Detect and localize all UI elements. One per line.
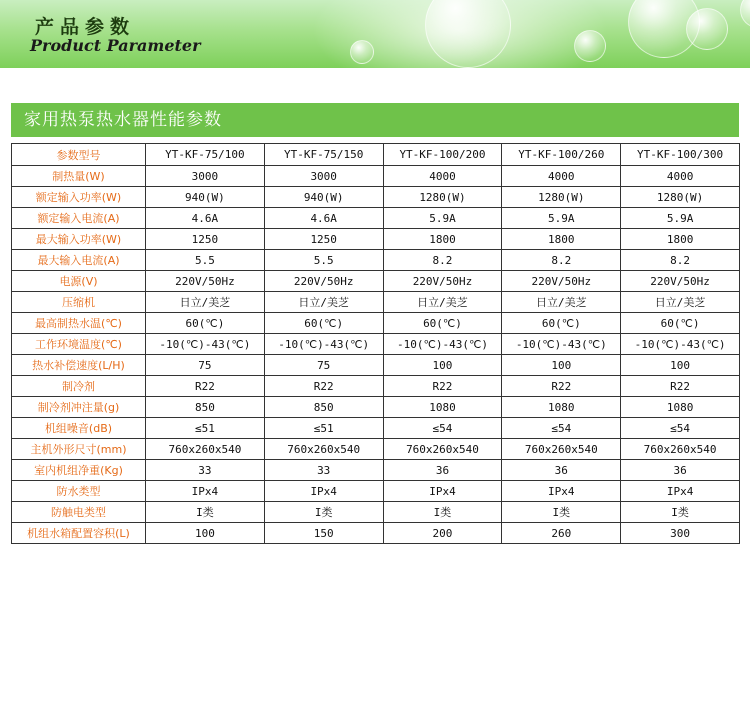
value-cell: 1280(W) xyxy=(383,187,502,208)
bubble-decoration xyxy=(686,8,728,50)
bubble-decoration xyxy=(350,40,374,64)
value-cell: 200 xyxy=(383,523,502,544)
table-row xyxy=(12,460,740,481)
value-cell: 33 xyxy=(146,460,265,481)
row-label: 电源(V) xyxy=(12,271,146,292)
bubble-decoration xyxy=(574,30,606,62)
table-row xyxy=(12,271,740,292)
value-cell: 日立/美芝 xyxy=(621,292,740,313)
value-cell: 3000 xyxy=(264,166,383,187)
row-label: 主机外形尺寸(mm) xyxy=(12,439,146,460)
value-cell: IPx4 xyxy=(146,481,265,502)
value-cell: 1080 xyxy=(383,397,502,418)
value-cell: 1250 xyxy=(146,229,265,250)
row-label: 工作环境温度(℃) xyxy=(12,334,146,355)
table-row xyxy=(12,292,740,313)
table-row xyxy=(12,418,740,439)
banner-title-en: Product Parameter xyxy=(30,36,201,55)
row-label: 最高制热水温(℃) xyxy=(12,313,146,334)
value-cell: 5.9A xyxy=(383,208,502,229)
table-row xyxy=(12,376,740,397)
value-cell: 60(℃) xyxy=(621,313,740,334)
value-cell: 60(℃) xyxy=(264,313,383,334)
value-cell: 33 xyxy=(264,460,383,481)
value-cell: -10(℃)-43(℃) xyxy=(383,334,502,355)
value-cell: 日立/美芝 xyxy=(502,292,621,313)
value-cell: 1280(W) xyxy=(502,187,621,208)
value-cell: 1080 xyxy=(621,397,740,418)
value-cell: 36 xyxy=(502,460,621,481)
value-cell: I类 xyxy=(621,502,740,523)
row-label: 额定输入功率(W) xyxy=(12,187,146,208)
value-cell: 4000 xyxy=(383,166,502,187)
value-cell: 75 xyxy=(146,355,265,376)
row-label: 最大输入电流(A) xyxy=(12,250,146,271)
value-cell: 60(℃) xyxy=(502,313,621,334)
row-label: 机组噪音(dB) xyxy=(12,418,146,439)
value-cell: IPx4 xyxy=(502,481,621,502)
value-cell: 1250 xyxy=(264,229,383,250)
value-cell: -10(℃)-43(℃) xyxy=(146,334,265,355)
value-cell: 100 xyxy=(146,523,265,544)
row-label: 额定输入电流(A) xyxy=(12,208,146,229)
value-cell: 220V/50Hz xyxy=(264,271,383,292)
header-cell-model: YT-KF-100/300 xyxy=(621,144,740,166)
row-label: 制冷剂冲注量(g) xyxy=(12,397,146,418)
value-cell: 36 xyxy=(621,460,740,481)
row-label: 防触电类型 xyxy=(12,502,146,523)
header-cell-model: YT-KF-75/150 xyxy=(264,144,383,166)
table-row xyxy=(12,397,740,418)
table-header-row xyxy=(12,144,740,166)
value-cell: 日立/美芝 xyxy=(383,292,502,313)
value-cell: 1800 xyxy=(383,229,502,250)
table-row xyxy=(12,502,740,523)
value-cell: 940(W) xyxy=(264,187,383,208)
value-cell: 1280(W) xyxy=(621,187,740,208)
value-cell: 日立/美芝 xyxy=(264,292,383,313)
value-cell: 4.6A xyxy=(264,208,383,229)
value-cell: 1080 xyxy=(502,397,621,418)
value-cell: 4.6A xyxy=(146,208,265,229)
value-cell: -10(℃)-43(℃) xyxy=(621,334,740,355)
value-cell: 760x260x540 xyxy=(621,439,740,460)
value-cell: R22 xyxy=(502,376,621,397)
value-cell: 4000 xyxy=(621,166,740,187)
value-cell: IPx4 xyxy=(383,481,502,502)
table-row xyxy=(12,208,740,229)
value-cell: -10(℃)-43(℃) xyxy=(264,334,383,355)
row-label: 制热量(W) xyxy=(12,166,146,187)
value-cell: 220V/50Hz xyxy=(146,271,265,292)
value-cell: 100 xyxy=(502,355,621,376)
value-cell: R22 xyxy=(621,376,740,397)
value-cell: 100 xyxy=(383,355,502,376)
table-row xyxy=(12,523,740,544)
table-row xyxy=(12,229,740,250)
value-cell: 760x260x540 xyxy=(146,439,265,460)
table-row xyxy=(12,355,740,376)
value-cell: ≤51 xyxy=(146,418,265,439)
row-label: 制冷剂 xyxy=(12,376,146,397)
table-row xyxy=(12,250,740,271)
value-cell: 3000 xyxy=(146,166,265,187)
row-label: 最大输入功率(W) xyxy=(12,229,146,250)
value-cell: 8.2 xyxy=(502,250,621,271)
value-cell: 8.2 xyxy=(621,250,740,271)
value-cell: 5.9A xyxy=(621,208,740,229)
value-cell: 60(℃) xyxy=(146,313,265,334)
value-cell: 220V/50Hz xyxy=(621,271,740,292)
value-cell: IPx4 xyxy=(621,481,740,502)
row-label: 室内机组净重(Kg) xyxy=(12,460,146,481)
table-row xyxy=(12,439,740,460)
table-row xyxy=(12,166,740,187)
row-label: 机组水箱配置容积(L) xyxy=(12,523,146,544)
header-cell-model: YT-KF-100/200 xyxy=(383,144,502,166)
parameter-table xyxy=(11,143,740,544)
table-row xyxy=(12,334,740,355)
table-row xyxy=(12,187,740,208)
value-cell: R22 xyxy=(146,376,265,397)
value-cell: 220V/50Hz xyxy=(383,271,502,292)
value-cell: 4000 xyxy=(502,166,621,187)
value-cell: 8.2 xyxy=(383,250,502,271)
row-label: 防水类型 xyxy=(12,481,146,502)
value-cell: 100 xyxy=(621,355,740,376)
value-cell: R22 xyxy=(264,376,383,397)
value-cell: I类 xyxy=(383,502,502,523)
value-cell: I类 xyxy=(146,502,265,523)
value-cell: -10(℃)-43(℃) xyxy=(502,334,621,355)
header-cell-model: YT-KF-75/100 xyxy=(146,144,265,166)
value-cell: 220V/50Hz xyxy=(502,271,621,292)
value-cell: 760x260x540 xyxy=(264,439,383,460)
banner-title-cn: 产品参数 xyxy=(35,16,136,38)
value-cell: 260 xyxy=(502,523,621,544)
value-cell: 75 xyxy=(264,355,383,376)
value-cell: R22 xyxy=(383,376,502,397)
value-cell: 60(℃) xyxy=(383,313,502,334)
value-cell: 760x260x540 xyxy=(383,439,502,460)
value-cell: 5.5 xyxy=(146,250,265,271)
value-cell: 1800 xyxy=(621,229,740,250)
value-cell: 日立/美芝 xyxy=(146,292,265,313)
value-cell: ≤54 xyxy=(621,418,740,439)
value-cell: IPx4 xyxy=(264,481,383,502)
value-cell: 940(W) xyxy=(146,187,265,208)
value-cell: I类 xyxy=(264,502,383,523)
value-cell: 150 xyxy=(264,523,383,544)
table-row xyxy=(12,481,740,502)
parameter-table-body xyxy=(12,144,740,544)
header-banner xyxy=(0,0,750,68)
value-cell: 36 xyxy=(383,460,502,481)
value-cell: ≤54 xyxy=(502,418,621,439)
row-label: 热水补偿速度(L/H) xyxy=(12,355,146,376)
value-cell: 5.9A xyxy=(502,208,621,229)
value-cell: I类 xyxy=(502,502,621,523)
value-cell: 760x260x540 xyxy=(502,439,621,460)
value-cell: ≤54 xyxy=(383,418,502,439)
value-cell: 1800 xyxy=(502,229,621,250)
row-label: 压缩机 xyxy=(12,292,146,313)
table-row xyxy=(12,313,740,334)
value-cell: 850 xyxy=(264,397,383,418)
header-cell-label: 参数型号 xyxy=(12,144,146,166)
header-cell-model: YT-KF-100/260 xyxy=(502,144,621,166)
value-cell: 300 xyxy=(621,523,740,544)
bubble-decoration xyxy=(740,0,750,28)
value-cell: 850 xyxy=(146,397,265,418)
value-cell: 5.5 xyxy=(264,250,383,271)
value-cell: ≤51 xyxy=(264,418,383,439)
section-title: 家用热泵热水器性能参数 xyxy=(11,103,739,137)
